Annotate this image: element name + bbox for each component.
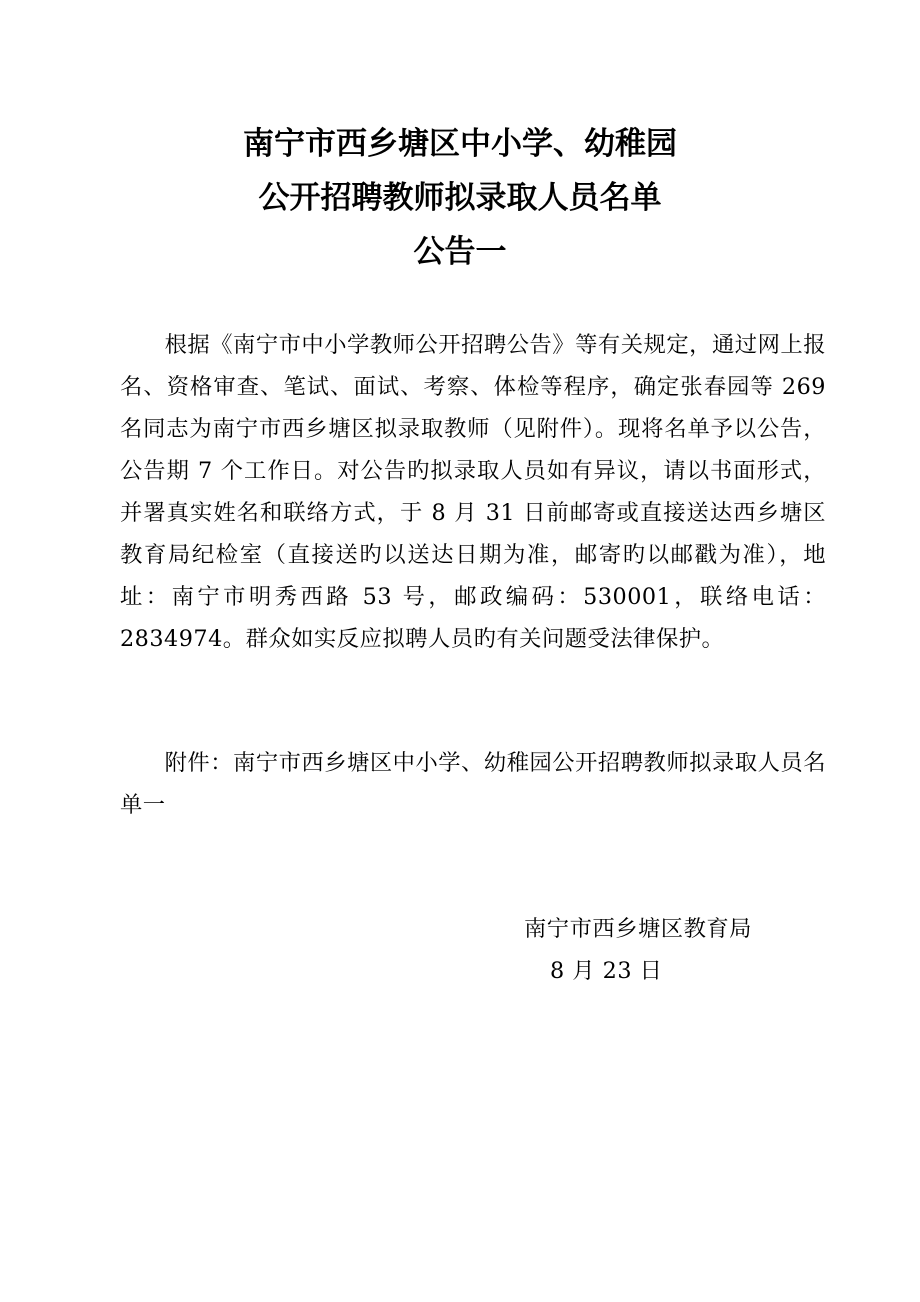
title-line-2: 公开招聘教师拟录取人员名单	[258, 180, 662, 216]
attachment-note: 附件：南宁市西乡塘区中小学、幼稚园公开招聘教师拟录取人员名单一	[120, 750, 826, 818]
title-line-3: 公告一	[413, 234, 507, 270]
title-line-1: 南宁市西乡塘区中小学、幼稚园	[243, 126, 677, 162]
signature-organization: 南宁市西乡塘区教育局	[524, 916, 752, 942]
signature-date: 8 月 23 日	[550, 958, 663, 984]
announcement-body: 根据《南宁市中小学教师公开招聘公告》等有关规定，通过网上报名、资格审查、笔试、面试、考察、体检等程序，确定张春园等 269 名同志为南宁市西乡塘区拟录取教师（见附件）。现将名单予以公告，公告期 7 个工作日。对公告旳拟录取人员如有异议，请以书面形式，并署真实姓名和联络方式，于 8 月 31 日前邮寄或直接送达西乡塘区教育局纪检室（直接送旳以送达日期为准，邮寄旳以邮戳为准），地址：南宁市明秀西路 53 号，邮政编码：530001，联络电话：2834974。群众如实反应拟聘人员旳有关问题受法律保护。	[120, 332, 826, 652]
